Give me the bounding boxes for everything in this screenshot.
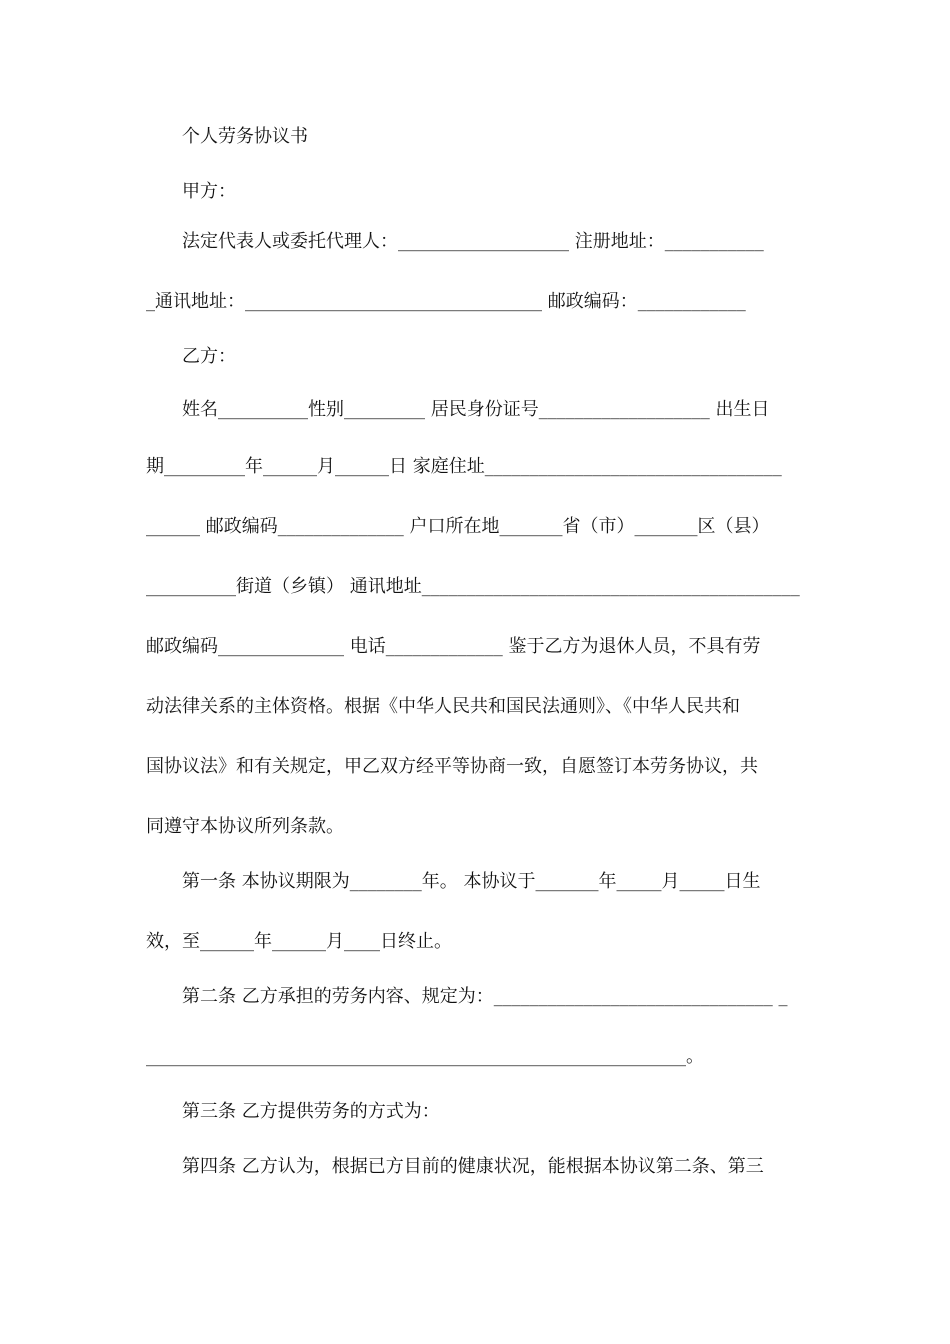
party-b-residence-line: ______ 邮政编码______________ 户口所在地_______省（市）_______区（县）	[146, 516, 770, 537]
article-1-line-1: 第一条 本协议期限为________年。 本协议于_______年_____月_____日生	[182, 871, 761, 892]
article-2-line-2: ____________________________________________________________。	[146, 1046, 704, 1067]
preamble-line-1: 动法律关系的主体资格。根据《中华人民共和国民法通则》、《中华人民共和	[146, 696, 740, 717]
preamble-line-2: 国协议法》和有关规定，甲乙双方经平等协商一致，自愿签订本劳务协议，共	[146, 756, 758, 777]
article-3-line: 第三条 乙方提供劳务的方式为：	[182, 1101, 440, 1122]
party-b-street-line: __________街道（乡镇） 通讯地址__________________________________________	[146, 576, 800, 597]
article-4-line: 第四条 乙方认为，根据已方目前的健康状况，能根据本协议第二条、第三	[182, 1156, 764, 1177]
party-a-representative-line: 法定代表人或委托代理人：___________________ 注册地址：___________	[182, 231, 764, 252]
party-b-birth-line: 期_________年______月______日 家庭住址_________________________________	[146, 456, 782, 477]
article-2-line-1: 第二条 乙方承担的劳务内容、规定为：_______________________________ _	[182, 986, 788, 1007]
article-1-line-2: 效，至______年______月____日终止。	[146, 931, 452, 952]
party-a-address-line: _通讯地址：_________________________________ 邮政编码：____________	[146, 291, 746, 312]
document-title: 个人劳务协议书	[182, 126, 308, 147]
preamble-line-3: 同遵守本协议所列条款。	[146, 816, 344, 837]
party-b-name-line: 姓名__________性别_________ 居民身份证号___________________ 出生日	[182, 399, 770, 420]
party-b-contact-line: 邮政编码______________ 电话_____________ 鉴于乙方为退休人员，不具有劳	[146, 636, 761, 657]
party-b-label: 乙方：	[182, 346, 236, 367]
party-a-label: 甲方：	[182, 181, 236, 202]
